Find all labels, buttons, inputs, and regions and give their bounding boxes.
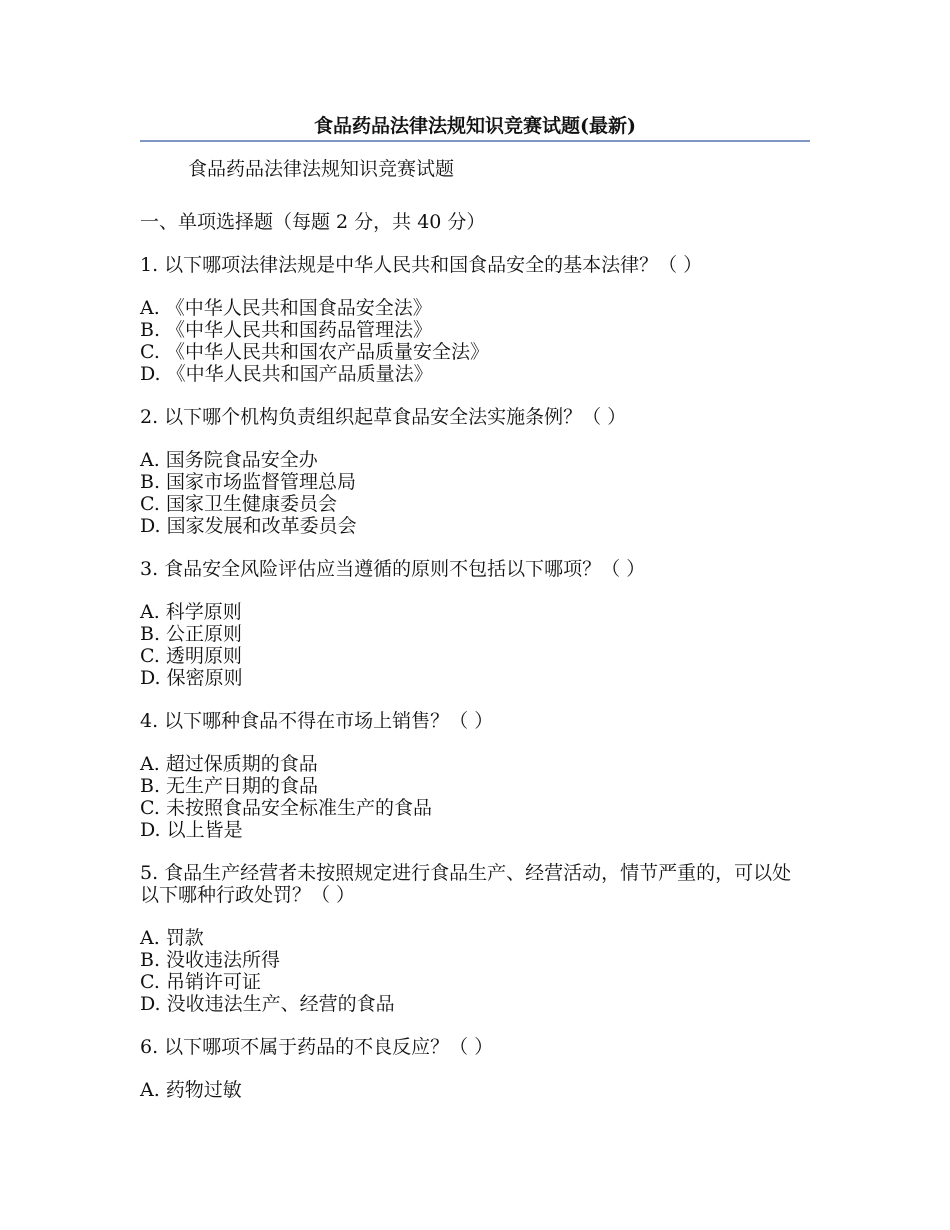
option-d: D. 以上皆是 [140,819,243,841]
option-d: D. 保密原则 [140,667,243,689]
option-list [140,927,810,1015]
option-a: A. 超过保质期的食品 [140,753,318,775]
option-list [140,1079,810,1101]
question-stem: 6. 以下哪项不属于药品的不良反应？（ ） [140,1036,494,1058]
question-1 [140,254,810,385]
option-b: B. 没收违法所得 [140,949,281,971]
option-d: D. 国家发展和改革委员会 [140,515,357,537]
question-stem: 5. 食品生产经营者未按照规定进行食品生产、经营活动，情节严重的，可以处以下哪种行政处罚？（ ） [140,862,792,906]
option-d: D. 没收违法生产、经营的食品 [140,993,395,1015]
option-list [140,601,810,689]
option-b: B. 《中华人民共和国药品管理法》 [140,319,433,341]
option-list [140,449,810,537]
option-a: A. 科学原则 [140,601,242,623]
option-list [140,753,810,841]
option-d: D. 《中华人民共和国产品质量法》 [140,363,433,385]
question-6 [140,1036,810,1101]
option-c: C. 国家卫生健康委员会 [140,493,337,515]
option-c: C. 透明原则 [140,645,242,667]
option-b: B. 国家市场监督管理总局 [140,471,357,493]
option-b: B. 无生产日期的食品 [140,775,319,797]
option-c: C. 未按照食品安全标准生产的食品 [140,797,432,819]
option-b: B. 公正原则 [140,623,243,645]
question-4 [140,710,810,841]
question-stem: 4. 以下哪种食品不得在市场上销售？（ ） [140,710,494,732]
title-divider [140,140,810,142]
option-c: C. 《中华人民共和国农产品质量安全法》 [140,341,489,363]
question-5 [140,862,810,1015]
option-a: A. 罚款 [140,927,204,949]
question-stem: 3. 食品安全风险评估应当遵循的原则不包括以下哪项？（ ） [140,558,646,580]
option-c: C. 吊销许可证 [140,971,261,993]
question-2 [140,406,810,537]
question-stem: 1. 以下哪项法律法规是中华人民共和国食品安全的基本法律？（ ） [140,254,703,276]
option-list [140,297,810,385]
question-3 [140,558,810,689]
document-title: 食品药品法律法规知识竞赛试题(最新) [314,115,636,137]
section-heading: 一、单项选择题（每题 2 分，共 40 分） [140,211,486,233]
document-subtitle: 食品药品法律法规知识竞赛试题 [188,158,455,180]
option-a: A. 药物过敏 [140,1079,242,1101]
document-body [140,158,810,1122]
option-a: A. 《中华人民共和国食品安全法》 [140,297,432,319]
option-a: A. 国务院食品安全办 [140,449,318,471]
question-stem: 2. 以下哪个机构负责组织起草食品安全法实施条例？（ ） [140,406,627,428]
